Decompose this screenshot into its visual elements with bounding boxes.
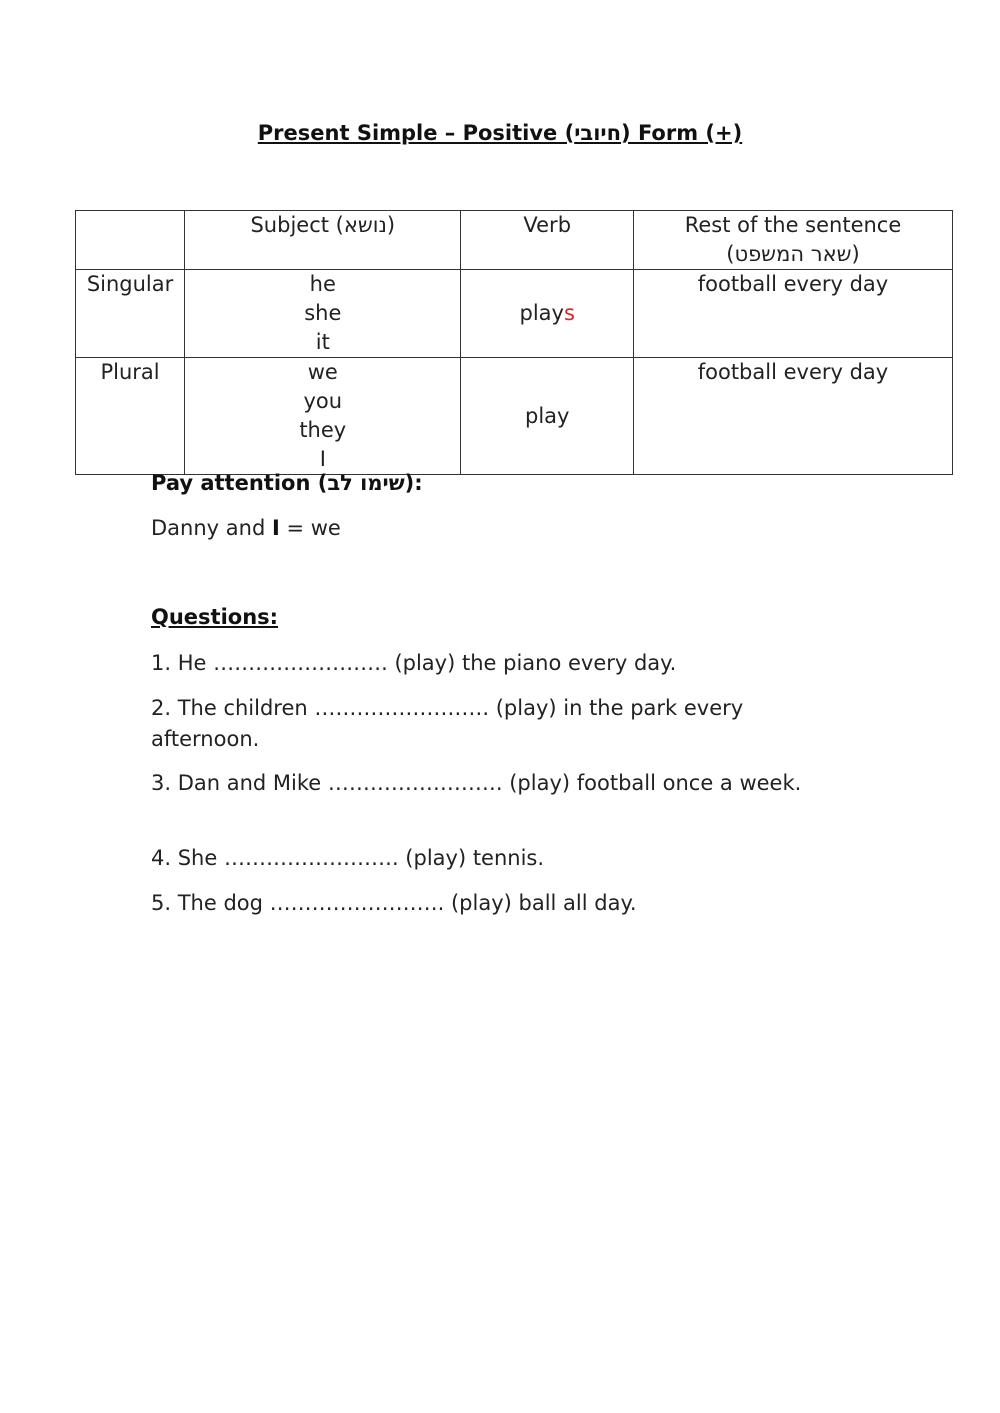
question-item: 5. The dog ……………………. (play) ball all day. bbox=[151, 891, 637, 915]
example-post: = we bbox=[279, 516, 341, 540]
header-rest-line1: Rest of the sentence bbox=[684, 213, 902, 237]
verb-base: play bbox=[519, 301, 564, 325]
singular-verb bbox=[461, 270, 633, 358]
subject-they: they bbox=[299, 418, 347, 442]
worksheet-title: Present Simple – Positive (חיובי) Form (+) bbox=[257, 121, 743, 145]
singular-rest: football every day bbox=[633, 270, 952, 358]
subject-you: you bbox=[303, 389, 343, 413]
header-rest bbox=[633, 211, 952, 270]
grammar-table bbox=[75, 210, 953, 475]
subject-he: he bbox=[309, 272, 336, 296]
question-item: 3. Dan and Mike ……………………. (play) football once a week. bbox=[151, 771, 802, 795]
questions-heading: Questions: bbox=[151, 605, 279, 629]
singular-subjects bbox=[185, 270, 461, 358]
example-pre: Danny and bbox=[151, 516, 272, 540]
question-item: 4. She ……………………. (play) tennis. bbox=[151, 846, 545, 870]
example-bold-i: I bbox=[271, 516, 280, 540]
plural-label: Plural bbox=[76, 358, 185, 475]
table-header-row bbox=[76, 211, 953, 270]
plural-verb: play bbox=[461, 358, 633, 475]
header-verb: Verb bbox=[461, 211, 633, 270]
subject-i: I bbox=[319, 447, 326, 471]
header-subject: Subject (נושא) bbox=[185, 211, 461, 270]
subject-it: it bbox=[315, 330, 330, 354]
pay-attention-heading: Pay attention (שימו לב): bbox=[151, 471, 423, 495]
header-rest-line2: (שאר המשפט) bbox=[726, 242, 860, 266]
subject-we: we bbox=[307, 360, 338, 384]
plural-subjects bbox=[185, 358, 461, 475]
table-row-plural bbox=[76, 358, 953, 475]
question-item: 1. He ……………………. (play) the piano every day. bbox=[151, 651, 677, 675]
table-row-singular bbox=[76, 270, 953, 358]
header-blank-cell bbox=[76, 211, 185, 270]
question-item: 2. The children ……………………. (play) in the park every afternoon. bbox=[151, 696, 744, 751]
attention-example bbox=[151, 516, 341, 540]
verb-suffix-s: s bbox=[563, 301, 575, 325]
singular-label: Singular bbox=[76, 270, 185, 358]
subject-she: she bbox=[304, 301, 342, 325]
plural-rest: football every day bbox=[633, 358, 952, 475]
